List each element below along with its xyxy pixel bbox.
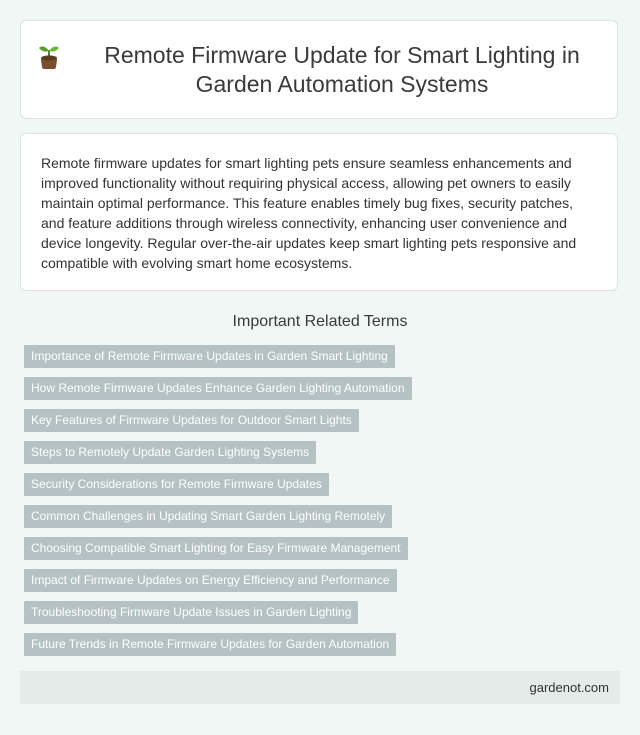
related-term-link[interactable]: How Remote Firmware Updates Enhance Garden Lighting Automation [24,377,412,400]
list-item [24,601,412,624]
related-terms-heading: Important Related Terms [232,313,408,330]
related-term-link[interactable]: Choosing Compatible Smart Lighting for Easy Firmware Management [24,537,408,560]
list-item [24,473,412,496]
related-term-link[interactable]: Importance of Remote Firmware Updates in Garden Smart Lighting [24,345,395,368]
title-card [20,20,618,119]
related-term-link[interactable]: Key Features of Firmware Updates for Outdoor Smart Lights [24,409,359,432]
footer [20,671,620,704]
list-item [24,537,412,560]
related-term-link[interactable]: Security Considerations for Remote Firmware Updates [24,473,329,496]
related-terms-list [24,345,412,665]
list-item [24,633,412,656]
list-item [24,409,412,432]
description-card [20,133,618,291]
list-item [24,505,412,528]
related-term-link[interactable]: Steps to Remotely Update Garden Lighting Systems [24,441,316,464]
related-term-link[interactable]: Troubleshooting Firmware Update Issues in Garden Lighting [24,601,358,624]
title-wrap [37,41,601,99]
list-item [24,569,412,592]
seedling-icon [37,43,61,69]
description-text: Remote firmware updates for smart lighting pets ensure seamless enhancements and improved functionality without requiring physical access, allowing pet owners to easily maintain optimal performance. This feature enables timely bug fixes, security patches, and feature additions through wireless connectivity, enhancing user convenience and device longevity. Regular over-the-air updates keep smart lighting pets responsive and compatible with evolving smart home ecosystems. [41,155,577,271]
list-item [24,377,412,400]
list-item [24,345,412,368]
page-title: Remote Firmware Update for Smart Lighting in Garden Automation Systems [104,41,580,97]
related-term-link[interactable]: Common Challenges in Updating Smart Garden Lighting Remotely [24,505,392,528]
list-item [24,441,412,464]
related-term-link[interactable]: Future Trends in Remote Firmware Updates for Garden Automation [24,633,396,656]
related-term-link[interactable]: Impact of Firmware Updates on Energy Efficiency and Performance [24,569,397,592]
footer-site-name[interactable]: gardenot.com [529,680,609,695]
